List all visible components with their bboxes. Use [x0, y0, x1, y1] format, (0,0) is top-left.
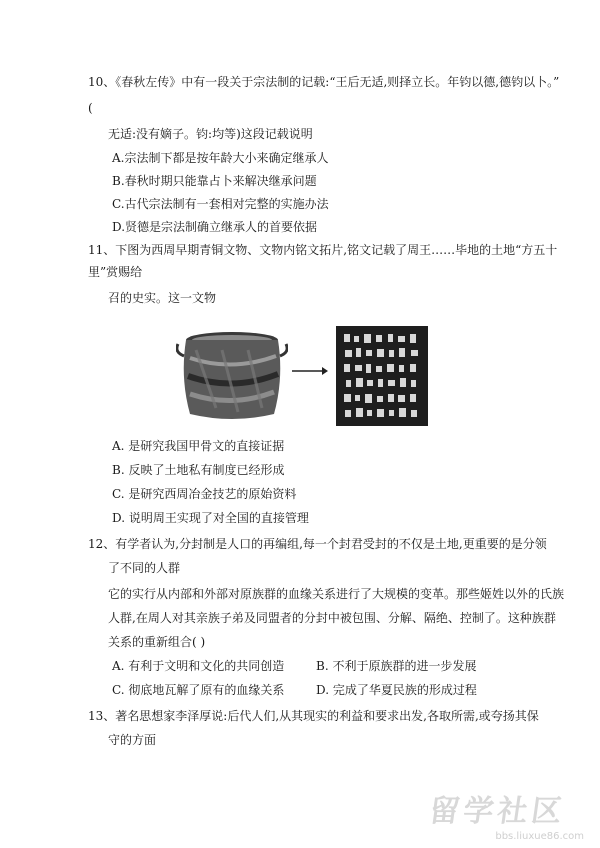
q11-option-a: A. 是研究我国甲骨文的直接证据	[112, 439, 285, 453]
q12-paragraph-line1: 它的实行从内部和外部对原族群的血缘关系进行了大规模的变革。那些姬姓以外的氏族	[108, 587, 565, 601]
q12-paragraph-line3: 关系的重新组合( )	[108, 635, 206, 649]
q11-stem-line2: 里”赏赐给	[88, 265, 143, 279]
q11-option-d: D. 说明周王实现了对全国的直接管理	[112, 511, 309, 525]
q10-note: 无适:没有嫡子。钧:均等)这段记载说明	[108, 127, 313, 141]
bronze-artifact-figure	[168, 318, 440, 428]
watermark-url: bbs.liuxue86.com	[495, 831, 584, 842]
q11-stem-line1: 11、下图为西周早期青铜文物、文物内铭文拓片,铭文记载了周王……毕地的土地“方五十	[88, 243, 558, 257]
q10-stem-line2: (	[88, 101, 93, 115]
q12-option-c: C. 彻底地瓦解了原有的血缘关系	[112, 683, 285, 697]
inscription-rubbing-image	[336, 326, 428, 426]
q12-paragraph-line2: 人群,在周人对其亲族子弟及同盟者的分封中被包围、分解、隔绝、控制了。这种族群	[108, 611, 556, 625]
site-watermark	[427, 786, 590, 842]
arrow-right-icon	[292, 364, 328, 378]
q10-option-c: C.古代宗法制有一套相对完整的实施办法	[112, 197, 329, 211]
q13-stem-line2: 守的方面	[108, 733, 157, 747]
q12-option-d: D. 完成了华夏民族的形成过程	[316, 683, 477, 697]
q11-stem-line3: 召的史实。这一文物	[108, 291, 217, 305]
q10-stem-line1: 10、《春秋左传》中有一段关于宗法制的记载:“王后无适,则择立长。年钧以德,德钧以卜。”	[88, 75, 560, 89]
q11-option-c: C. 是研究西周冶金技艺的原始资料	[112, 487, 297, 501]
q13-stem-line1: 13、著名思想家李泽厚说:后代人们,从其现实的利益和要求出发,各取所需,或夸扬其保	[88, 709, 539, 723]
q10-option-b: B.春秋时期只能靠占卜来解决继承问题	[112, 174, 317, 188]
watermark-brand: 留学社区	[427, 794, 568, 829]
q11-option-b: B. 反映了土地私有制度已经形成	[112, 463, 285, 477]
q12-stem-line1: 12、有学者认为,分封制是人口的再编组,每一个封君受封的不仅是土地,更重要的是分领	[88, 537, 547, 551]
q10-option-d: D.贤德是宗法制确立继承人的首要依据	[112, 220, 318, 234]
bronze-vessel-image	[176, 328, 288, 424]
q12-option-b: B. 不利于原族群的进一步发展	[316, 659, 477, 673]
q10-option-a: A.宗法制下都是按年龄大小来确定继承人	[112, 151, 329, 165]
q12-stem-line2: 了不同的人群	[108, 561, 181, 575]
q12-option-a: A. 有利于文明和文化的共同创造	[112, 659, 285, 673]
